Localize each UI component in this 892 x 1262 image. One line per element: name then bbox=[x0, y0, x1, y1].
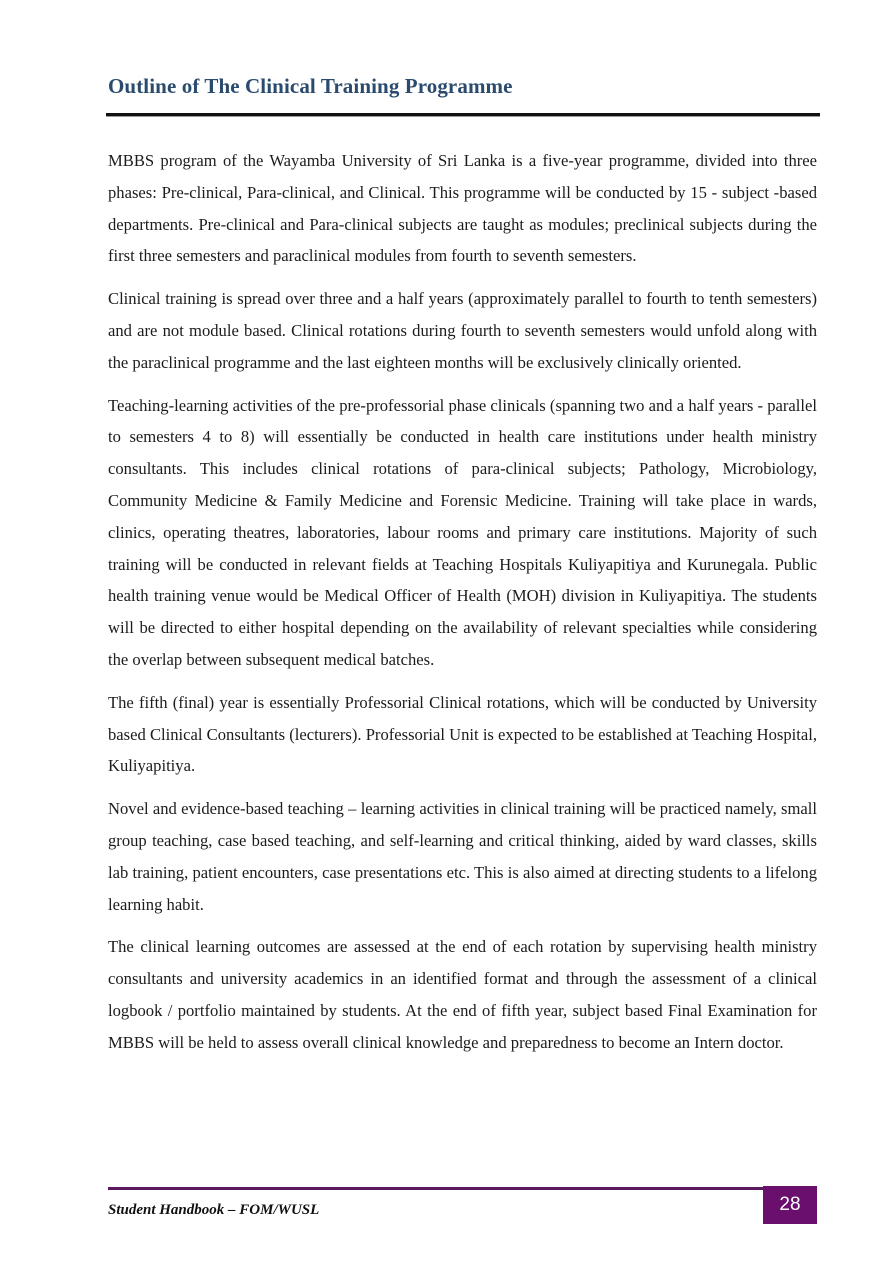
paragraph-final-year: The fifth (final) year is essentially Professorial Clinical rotations, which will be conducted by University based Clinical Consultants (lecturers). Professorial Unit is expected to be established at Teaching Hospital, Kuliyapitiya. bbox=[108, 692, 817, 776]
footer-divider bbox=[108, 1187, 764, 1190]
page-number-badge bbox=[763, 1186, 817, 1224]
page-content bbox=[108, 145, 817, 1070]
paragraph-clinical-training-duration: Clinical training is spread over three and a half years (approximately parallel to fourth to tenth semesters) and are not module based. Clinical rotations during fourth to seventh semesters would unfold along with the paraclinical programme and the last eighteen months will be exclusively clinically oriented. bbox=[108, 289, 817, 372]
paragraph-programme-overview: MBBS program of the Wayamba University of Sri Lanka is a five-year programme, divided into three phases: Pre-clinical, Para-clinical, and Clinical. This programme will be conducted by 15 - subject -based departments. Pre-clinical and Para-clinical subjects are taught as modules; preclinical subjects during the first three semesters and paraclinical modules from fourth to seventh semesters. bbox=[108, 151, 817, 266]
paragraph-teaching-methods: Novel and evidence-based teaching – learning activities in clinical training will be practiced namely, small group teaching, case based teaching, and self-learning and critical thinking, aided by ward classes, skills lab training, patient encounters, case presentations etc. This is also aimed at directing students to a lifelong learning habit. bbox=[108, 799, 817, 914]
paragraph-assessment: The clinical learning outcomes are assessed at the end of each rotation by supervising health ministry consultants and university academics in an identified format and through the assessment of a clinical logbook / portfolio maintained by students. At the end of fifth year, subject based Final Examination for MBBS will be held to assess overall clinical knowledge and preparedness to become an Intern doctor. bbox=[108, 937, 817, 1052]
footer-handbook-label: Student Handbook – FOM/WUSL bbox=[108, 1202, 320, 1218]
paragraph-pre-professorial-phase: Teaching-learning activities of the pre-professorial phase clinicals (spanning two and a half years - parallel to semesters 4 to 8) will essentially be conducted in health care institutions under health ministry consultants. This includes clinical rotations of para-clinical subjects; Pathology, Microbiology, Community Medicine & Family Medicine and Forensic Medicine. Training will take place in wards, clinics, operating theatres, laboratories, labour rooms and primary care institutions. Majority of such training will be conducted in relevant fields at Teaching Hospitals Kuliyapitiya and Kurunegala. Public health training venue would be Medical Officer of Health (MOH) division in Kuliyapitiya. The students will be directed to either hospital depending on the availability of relevant specialties while considering the overlap between subsequent medical batches. bbox=[108, 395, 817, 669]
title-divider bbox=[106, 113, 820, 117]
page-title: Outline of The Clinical Training Programme bbox=[108, 74, 513, 98]
page-number: 28 bbox=[779, 1194, 801, 1215]
